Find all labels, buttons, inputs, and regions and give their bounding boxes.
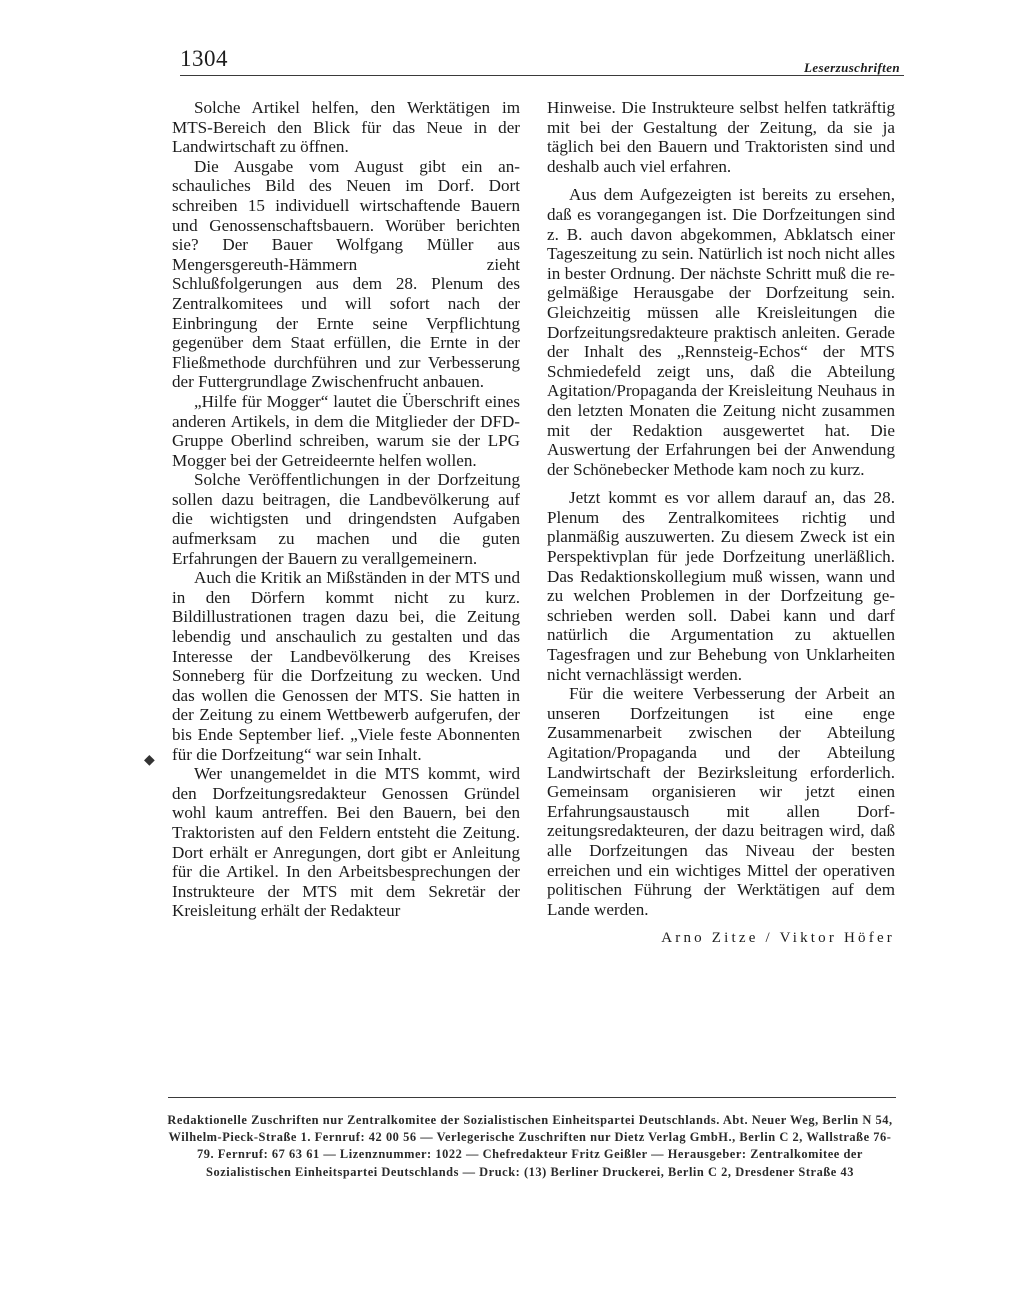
- article-column-left: [172, 98, 520, 921]
- publisher-imprint: Redaktionelle Zuschriften nur Zentralkomitee der Sozialistischen Einheitspartei Deutschlands. Abt. Neuer Weg, Berlin N 54, Wilhelm-Pieck-Straße 1. Fernruf: 42 00 56 — Verlegerische Zuschriften nur Dietz Verlag GmbH., Berlin C 2, Wallstraße 76-79. Fernruf: 67 63 61 — Lizenznummer: 1022 — Chefredakteur Fritz Geißler — Herausgeber: Zentralkomitee der Sozialistischen Einheitspartei Deutschlands — Druck: (13) Berliner Druckerei, Berlin C 2, Dresdener Straße 43: [167, 1113, 893, 1179]
- article-paragraph: „Hilfe für Mogger“ lautet die Überschrift eines anderen Artikels, in dem die Mitglieder der DFD-Gruppe Oberlind schreiben, warum sie der LPG Mogger bei der Getreideernte helfen wollen.: [172, 391, 520, 470]
- article-paragraph: Für die weitere Verbesserung der Arbeit an unseren Dorfzeitungen ist eine enge Zusammenarbeit zwischen der Abteilung Agitation/Propaganda und der Abteilung Landwirtschaft der Bezirksleitung erforderlich. Gemeinsam organisieren wir jetzt einen Erfahrungsaustausch mit allen Dorfzeitungsredakteuren, der dazu beitragen wird, daß alle Dorfzeitungen das Niveau der besten erreichen und ein wichtiges Mittel der operativen politischen Führung der Werktätigen auf dem Lande werden.: [547, 684, 895, 919]
- footer-divider: [168, 1097, 896, 1098]
- header-divider: [180, 75, 904, 76]
- page-number: 1304: [180, 46, 228, 71]
- section-title: Leserzuschriften: [804, 60, 900, 75]
- article-signature: Arno Zitze / Viktor Höfer: [661, 930, 895, 947]
- article-paragraph: Auch die Kritik an Mißständen in der MTS und in den Dörfern kommt nicht zu kurz. Bildillustrationen tragen dazu bei, die Zeitung lebendig und anschaulich zu gestalten und das Interesse der Landbevölkerung des Kreises Sonneberg für die Dorfzeitung zu wecken. Und das wollen die Genossen der MTS. Sie hatten in der Zeitung zu einem Wettbewerb aufgerufen, der bis Ende September lief. „Viele feste Abonnenten für die Dorfzeitung“ war sein Inhalt.: [172, 568, 520, 764]
- article-paragraph: Solche Veröffentlichungen in der Dorfzeitung sollen dazu beitragen, die Landbevölkerung auf die wichtigsten und dringendsten Aufgaben aufmerksam zu machen und die guten Erfahrungen der Bauern zu verallgemeinern.: [172, 470, 520, 568]
- article-paragraph: Aus dem Aufgezeigten ist bereits zu ersehen, daß es vorangegangen ist. Die Dorfzeitungen sind z. B. auch davon abgekommen, Abklatsch einer Tageszeitung zu sein. Natürlich ist noch nicht alles in bester Ordnung. Der nächste Schritt muß die regelmäßige Herausgabe der Dorfzeitung sein. Gleichzeitig müssen alle Kreisleitungen die Dorfzeitungsredakteure praktisch anleiten. Gerade der Inhalt des „Rennsteig-Echos“ der MTS Schmiedefeld zeigt uns, daß die Abteilung Agitation/Propaganda der Kreisleitung Neuhaus in den letzten Monaten die Zeitung nicht zusammen mit der Redaktion ausgewertet hat. Die Auswertung der Erfahrungen bei der Anwendung der Schönebecker Methode kam noch zu kurz.: [547, 185, 895, 479]
- article-paragraph-continuation: Hinweise. Die Instrukteure selbst helfen tatkräftig mit bei der Gestaltung der Zeitung, da sie ja täglich bei den Bauern und Traktoristen sind und deshalb auch viel erfahren.: [547, 98, 895, 176]
- article-column-right: [547, 98, 895, 949]
- print-speck-mark: ◆: [144, 753, 155, 768]
- article-paragraph: Jetzt kommt es vor allem darauf an, das 28. Plenum des Zentralkomitees richtig und planmäßig auszuwerten. Zu diesem Zweck ist ein Perspektivplan für jede Dorfzeitung unerläßlich. Das Redaktionskollegium muß wissen, wann und zu welchen Problemen in der Dorfzeitung geschrieben werden soll. Dabei kann und darf natürlich die Argumentation zu aktuellen Tagesfragen und zur Behebung von Unklarheiten nicht vernachlässigt werden.: [547, 488, 895, 684]
- article-paragraph: Wer unangemeldet in die MTS kommt, wird den Dorfzeitungsredakteur Genossen Gründel wohl kaum antreffen. Bei den Bauern, bei den Traktoristen auf den Feldern entsteht die Zeitung. Dort erhält er Anregungen, dort gibt er Anleitung für die Artikel. In den Arbeitsbesprechungen der Instrukteure der MTS mit dem Sekretär der Kreisleitung erhält der Redakteur: [172, 764, 520, 921]
- article-paragraph: Solche Artikel helfen, den Werktätigen im MTS-Bereich den Blick für das Neue in der Landwirtschaft zu öffnen.: [172, 98, 520, 157]
- article-paragraph: Die Ausgabe vom August gibt ein anschauliches Bild des Neuen im Dorf. Dort schreiben 15 individuell wirtschaftende Bauern und Genossenschaftsbauern. Worüber berichten sie? Der Bauer Wolfgang Müller aus Mengersgereuth-Hämmern zieht Schlußfolgerungen aus dem 28. Plenum des Zentralkomitees und will sofort nach der Einbringung der Ernte seine Verpflichtung gegenüber dem Staat erfüllen, die Ernte in der Fließmethode durchführen und zur Verbesserung der Futtergrundlage Zwischenfrucht anbauen.: [172, 156, 520, 392]
